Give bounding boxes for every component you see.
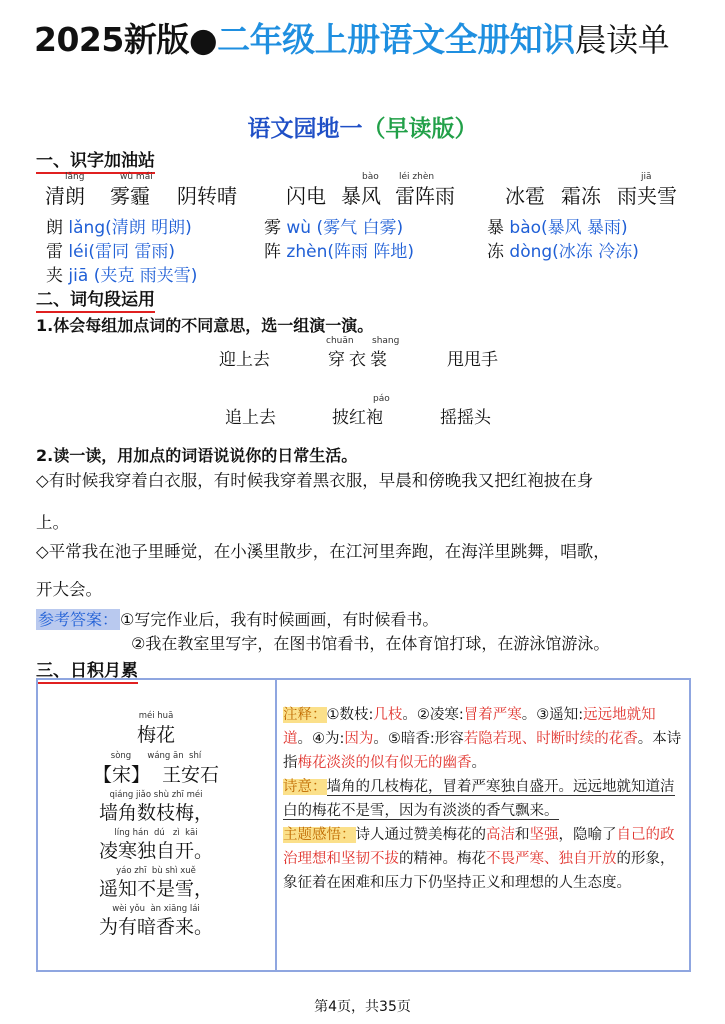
header-main: 二年级上册语文全册知识 bbox=[217, 20, 575, 59]
meaning-label: 诗意： bbox=[283, 779, 327, 795]
item-pinyin: chuān bbox=[326, 336, 354, 346]
header-suffix: 晨读单 bbox=[574, 21, 670, 59]
word-item: 雾霾 bbox=[110, 184, 150, 208]
note-highlight: 几枝 bbox=[373, 707, 403, 723]
page-title bbox=[0, 110, 725, 143]
item-pinyin: páo bbox=[373, 394, 390, 404]
answer-block bbox=[36, 607, 438, 630]
q1-item: 迎上去 bbox=[219, 350, 270, 370]
char-pinyin: bào bbox=[509, 218, 542, 238]
answer-2: ②我在教室里写字，在图书馆看书，在体育馆打球，在游泳馆游泳。 bbox=[131, 634, 610, 653]
poem-line: 遥知不是雪， bbox=[98, 878, 213, 900]
char: 夹 bbox=[46, 266, 63, 286]
poem-line: 凌寒独自开。 bbox=[98, 840, 213, 862]
char-pinyin: dòng bbox=[509, 242, 553, 262]
theme-text: 诗人通过赞美梅花的 bbox=[355, 827, 486, 843]
q2-paragraph-1 bbox=[36, 466, 696, 538]
char-words: (暴风 暴雨) bbox=[541, 218, 628, 238]
char-words: (夹克 雨夹雪) bbox=[93, 266, 198, 286]
q1-item: 追上去 bbox=[225, 408, 276, 428]
poem-line-pinyin: wèi yǒu àn xiāng lái bbox=[112, 904, 200, 914]
header-prefix: 2025新版 bbox=[34, 20, 189, 59]
char-pinyin: jiā bbox=[68, 266, 89, 286]
poem-author-pinyin: sòng wáng ān shí bbox=[110, 751, 202, 761]
char-words: (阵雨 阵地) bbox=[327, 242, 415, 262]
note-label: 注释： bbox=[283, 707, 327, 723]
poem-line-pinyin: líng hán dú zì kāi bbox=[114, 828, 198, 838]
word-pinyin: wù mái bbox=[120, 172, 153, 182]
char: 雷 bbox=[46, 242, 63, 262]
word-item: 阴转晴 bbox=[177, 184, 237, 208]
word-item: 霜冻 bbox=[561, 184, 601, 208]
note-text: 。 bbox=[471, 755, 486, 771]
word-item: 冰雹 bbox=[505, 184, 545, 208]
question-1: 1.体会每组加点词的不同意思，选一组演一演。 bbox=[36, 316, 374, 335]
theme-highlight: 自己的政治理想和坚韧不拔 bbox=[283, 827, 675, 867]
note-highlight: 冒着严寒 bbox=[463, 707, 522, 723]
theme-text: 的形象，象征着在困难和压力下仍坚持正义和理想的人生态度。 bbox=[283, 851, 675, 891]
q2-line: ◇有时候我穿着白衣服，有时候我穿着黑衣服，早晨和傍晚我又把红袍披在身 bbox=[36, 471, 594, 490]
header-dot: ● bbox=[188, 20, 218, 59]
char-entry bbox=[264, 213, 403, 238]
note-text: 。⑤暗香:形容 bbox=[373, 731, 464, 747]
note-text: ①数枝: bbox=[326, 707, 374, 723]
char: 雾 bbox=[264, 218, 281, 238]
word-pinyin: léi zhèn bbox=[399, 172, 435, 182]
word-item: 雷阵雨 bbox=[395, 184, 455, 208]
q1-item: 摇摇头 bbox=[440, 408, 491, 428]
poem-author: 【宋】 王安石 bbox=[92, 764, 220, 786]
note-highlight: 梅花淡淡的似有似无的幽香 bbox=[297, 755, 472, 771]
poem-line-pinyin: qiáng jiǎo shù zhī méi bbox=[109, 790, 203, 800]
word-pinyin: lǎng bbox=[65, 172, 85, 182]
poem-title: 梅花 bbox=[136, 724, 175, 746]
word-item: 清朗 bbox=[45, 184, 85, 208]
section-heading-2 bbox=[36, 285, 155, 310]
theme-highlight: 不畏严寒、独自开放 bbox=[486, 851, 617, 867]
word-pinyin: jiā bbox=[641, 172, 652, 182]
word-item: 暴风 bbox=[341, 184, 381, 208]
char: 朗 bbox=[46, 218, 63, 238]
theme-label: 主题感悟： bbox=[283, 827, 356, 843]
theme-text: ，隐喻了 bbox=[558, 827, 617, 843]
poem-notes bbox=[283, 703, 683, 895]
char: 暴 bbox=[487, 218, 504, 238]
title-main: 语文园地一 bbox=[247, 116, 363, 142]
theme-text: 的精神。梅花 bbox=[399, 851, 486, 867]
poem-line: 墙角数枝梅， bbox=[98, 802, 213, 824]
title-sub: （早读版） bbox=[362, 116, 478, 142]
q1-item: 穿衣裳 bbox=[328, 350, 391, 370]
char: 冻 bbox=[487, 242, 504, 262]
section-3-label: 三、日积月累 bbox=[36, 661, 138, 684]
char-pinyin: wù bbox=[286, 218, 312, 238]
char-pinyin: zhèn bbox=[286, 242, 328, 262]
theme-highlight: 高洁 bbox=[486, 827, 515, 843]
note-text: 。④为: bbox=[297, 731, 345, 747]
q1-item: 甩甩手 bbox=[447, 350, 498, 370]
note-text: 。本诗指 bbox=[283, 731, 682, 771]
q2-paragraph-2 bbox=[36, 537, 696, 605]
poem-title-pinyin: méi huā bbox=[138, 711, 174, 721]
char-words: (冰冻 冷冻) bbox=[552, 242, 639, 262]
word-pinyin: bào bbox=[362, 172, 379, 182]
char-entry bbox=[46, 261, 197, 286]
char-entry bbox=[487, 213, 628, 238]
note-highlight: 远远地就知道 bbox=[283, 707, 656, 747]
char-entry bbox=[487, 237, 639, 262]
char-pinyin: léi bbox=[68, 242, 89, 262]
answer-1: ①写完作业后，我有时候画画，有时候看书。 bbox=[120, 610, 439, 629]
page-header bbox=[34, 14, 669, 61]
char-words: (雾气 白雾) bbox=[316, 218, 404, 238]
meaning-text: 墙角的几枝梅花，冒着严寒独自盛开。远远地就知道洁白的梅花不是雪，因为有淡淡的香气飘来。 bbox=[283, 779, 675, 819]
poem-line-pinyin: yáo zhī bù shì xuě bbox=[116, 866, 196, 876]
char: 阵 bbox=[264, 242, 281, 262]
section-heading-1 bbox=[36, 146, 155, 171]
section-2-label: 二、词句段运用 bbox=[36, 290, 155, 313]
poem-panel bbox=[36, 678, 276, 968]
q2-line: ◇平常我在池子里睡觉，在小溪里散步，在江河里奔跑，在海洋里跳舞，唱歌， bbox=[36, 542, 610, 561]
char-entry bbox=[46, 213, 192, 238]
q2-line: 上。 bbox=[36, 513, 69, 532]
char-pinyin: lǎng bbox=[68, 218, 106, 238]
char-entry bbox=[264, 237, 414, 262]
poem-line: 为有暗香来。 bbox=[98, 916, 213, 938]
question-2: 2.读一读，用加点的词语说说你的日常生活。 bbox=[36, 446, 358, 465]
word-item: 闪电 bbox=[286, 184, 326, 208]
note-highlight: 因为 bbox=[344, 731, 374, 747]
answer-label: 参考答案： bbox=[38, 610, 119, 629]
char-words: (雷同 雷雨) bbox=[88, 242, 175, 262]
theme-text: 和 bbox=[515, 827, 530, 843]
note-text: 。②凌寒: bbox=[402, 707, 464, 723]
theme-highlight: 坚强 bbox=[529, 827, 559, 843]
char-entry bbox=[46, 237, 175, 262]
section-1-label: 一、识字加油站 bbox=[36, 151, 155, 174]
word-item: 雨夹雪 bbox=[617, 184, 677, 208]
note-highlight: 若隐若现、时断时续的花香 bbox=[463, 731, 638, 747]
page-number: 第4页，共35页 bbox=[314, 999, 411, 1015]
item-pinyin: shang bbox=[372, 336, 400, 346]
char-words: (清朗 明朗) bbox=[105, 218, 192, 238]
note-text: 。③遥知: bbox=[521, 707, 584, 723]
q2-line: 开大会。 bbox=[36, 580, 102, 599]
q1-item: 披红袍 bbox=[332, 408, 383, 428]
